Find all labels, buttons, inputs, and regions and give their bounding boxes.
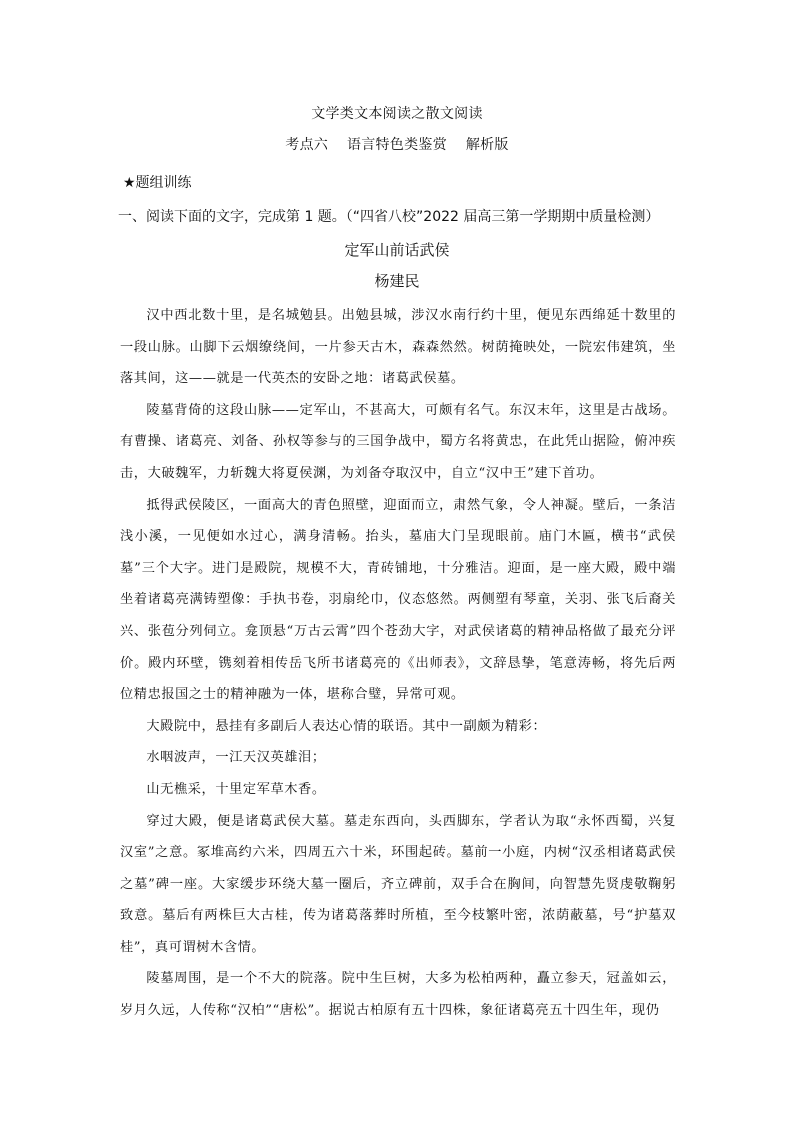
paragraph: 汉中西北数十里，是名城勉县。出勉县城，涉汉水南行约十里，便见东西绵延十数里的一段山脉。山脚下云烟缭绕间，一片参天古木，森森然然。树荫掩映处，一院宏伟建筑，坐落其间，这——就是一代英杰的安卧之地：诸葛武侯墓。 [120, 308, 676, 387]
paragraph: 陵墓背倚的这段山脉——定军山，不甚高大，可颇有名气。东汉末年，这里是古战场。有曹操、诸葛亮、刘备、孙权等参与的三国争战中，蜀方名将黄忠，在此凭山据险，俯冲疾击，大破魏军，力斩魏大将夏侯渊，为刘备夺取汉中，自立“汉中王”建下首功。 [120, 402, 676, 481]
subtitle-category: 语言特色类鉴赏 [346, 137, 448, 153]
paragraph: 抵得武侯陵区，一面高大的青色照壁，迎面而立，肃然气象，令人神凝。壁后，一条洁浅小溪，一见便如水过心，满身清畅。抬头，墓庙大门呈现眼前。庙门木匾，横书“武侯墓”三个大字。进门是殿院，规模不大，青砖铺地，十分雅洁。迎面，是一座大殿，殿中端坐着诸葛亮满铸塑像：手执书卷，羽扇纶巾，仪态悠然。两侧塑有琴童，关羽、张飞后裔关兴、张苞分列伺立。龛顶悬“万古云霄”四个苍劲大字，对武侯诸葛的精神品格做了最充分评价。殿内环壁，镌刻着相传岳飞所书诸葛亮的《出师表》，文辞恳挚，笔意涛畅，将先后两位精忠报国之士的精神融为一体，堪称合璧，异常可观。 [120, 497, 676, 703]
essay-body [120, 300, 676, 1027]
subtitle-topic: 考点六 [285, 137, 329, 153]
essay-title: 定军山前话武侯 [344, 241, 450, 259]
essay-author: 杨建民 [374, 272, 420, 290]
section-tag: ★题组训练 [123, 175, 192, 191]
subtitle-version: 解析版 [465, 137, 509, 153]
document-title: 文学类文本阅读之散文阅读 [311, 106, 483, 122]
paragraph: 陵墓周围，是一个不大的院落。院中生巨树，大多为松柏两种，矗立参天，冠盖如云，岁月久远，人传称“汉柏”“唐松”。据说古柏原有五十四株，象征诸葛亮五十四生年，现仍 [120, 971, 676, 1019]
document-subtitle [0, 134, 794, 154]
paragraph: 穿过大殿，便是诸葛武侯大墓。墓走东西向，头西脚东，学者认为取“永怀西蜀，兴复汉室”之意。冢堆高约六米，四周五六十米，环围起砖。墓前一小庭，内树“汉丞相诸葛武侯之墓”碑一座。大家缓步环绕大墓一圈后，齐立碑前，双手合在胸间，向智慧先贤虔敬鞠躬致意。墓后有两株巨大古桂，传为诸葛落葬时所植，至今枝繁叶密，浓荫蔽墓，号“护墓双桂”，真可谓树木含情。 [120, 813, 676, 955]
paragraph: 大殿院中，悬挂有多副后人表达心情的联语。其中一副颇为精彩： [146, 718, 547, 734]
question-instruction: 一、阅读下面的文字，完成第 1 题。（“四省八校”2022 届高三第一学期期中质量检测） [118, 209, 660, 225]
couplet-line: 山无樵采，十里定军草木香。 [146, 781, 326, 797]
couplet-line: 水咽波声，一江天汉英雄泪； [146, 750, 326, 766]
